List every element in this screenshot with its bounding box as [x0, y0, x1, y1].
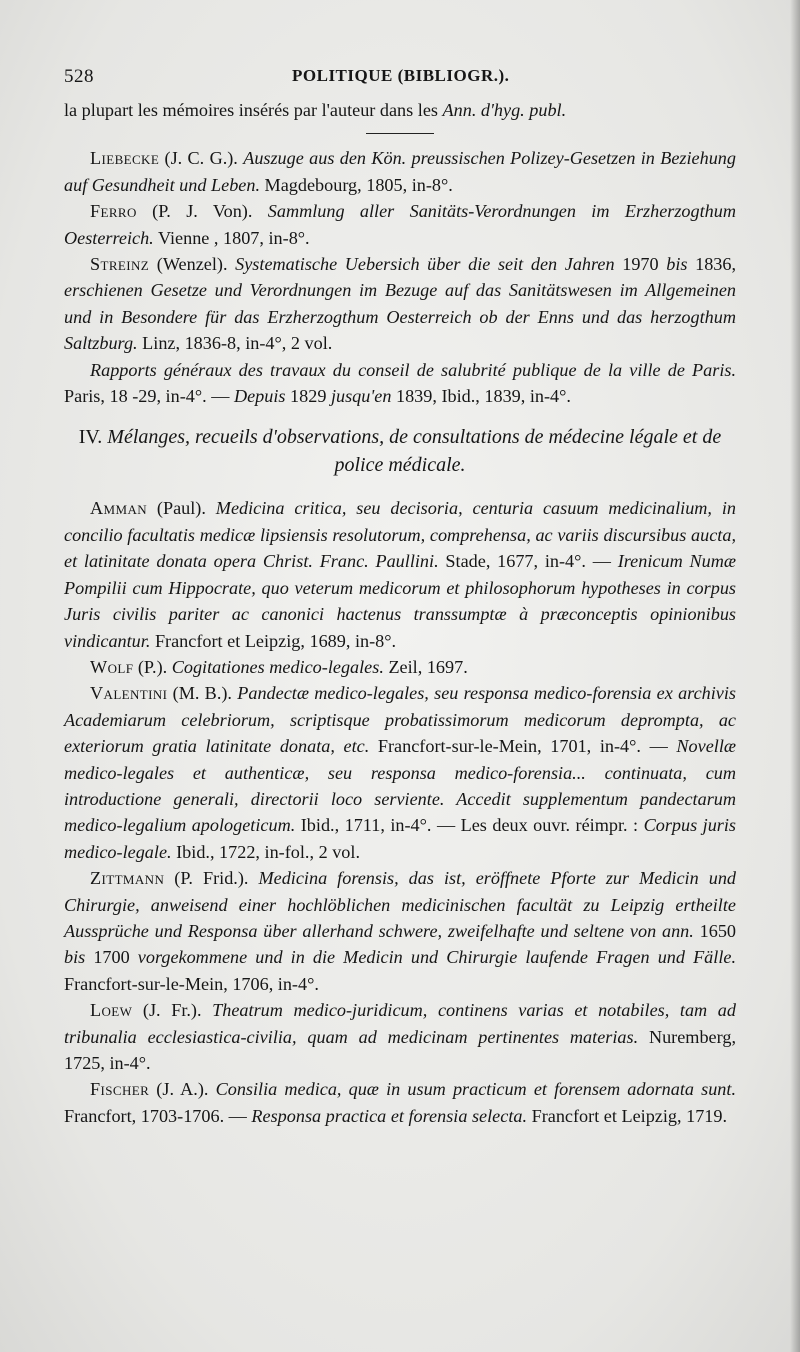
- running-title: POLITIQUE (BIBLIOGR.).: [292, 66, 510, 85]
- page-header: [64, 66, 744, 96]
- bibliography-list-collections: [64, 495, 736, 1129]
- entry-imprint: 1970: [614, 254, 667, 275]
- entry-author: Fischer: [90, 1079, 150, 1100]
- entry-author: Loew: [90, 1000, 133, 1021]
- entry-author-initials: (M. B.).: [167, 683, 238, 704]
- bibliography-entry: [64, 198, 736, 251]
- entry-author-initials: (P.).: [133, 656, 172, 677]
- entry-imprint: 1700: [85, 947, 138, 968]
- bibliography-entry: [64, 495, 736, 653]
- entry-title: vorgekommene und in die Medicin und Chirurgie laufende Fragen und Fälle.: [137, 947, 737, 968]
- entry-author: Liebecke: [90, 148, 160, 169]
- entry-title: Irenicum Numæ Pompilii cum Hippocrate, quo veterum medicorum et philosophorum hypotheses in corpus Juris civilis pariter ac canonici hactenus transsumptæ à præconceptis opinionibus vindicantur.: [64, 551, 736, 651]
- entry-title: Rapports généraux des travaux du conseil de salubrité publique de la ville de Paris.: [90, 359, 736, 380]
- entry-title: Cogitationes medico-legales.: [171, 656, 384, 677]
- entry-imprint: Stade, 1677, in-4°. —: [438, 551, 618, 572]
- entry-author: Wolf: [90, 656, 134, 677]
- entry-imprint: Francfort-sur-le-Mein, 1701, in-4°. —: [369, 736, 677, 757]
- entry-title: jusqu'en: [330, 386, 392, 407]
- entry-author: Streinz: [90, 254, 150, 275]
- entry-author-initials: (Wenzel).: [149, 254, 236, 275]
- entry-imprint: Francfort-sur-le-Mein, 1706, in-4°.: [64, 973, 319, 994]
- section-title: Mélanges, recueils d'observations, de consultations de médecine légale et de police médicale.: [107, 426, 722, 477]
- entry-imprint: 1650: [693, 920, 737, 941]
- bibliography-entry: [64, 997, 736, 1076]
- entry-title: Sammlung aller Sanitäts-Verordnungen im Erzherzogthum Oesterreich.: [64, 201, 736, 248]
- entry-author: Valentini: [90, 683, 168, 704]
- page-edge-shadow: [790, 0, 800, 1352]
- entry-author-initials: (J. A.).: [149, 1079, 216, 1100]
- entry-author: Ferro: [90, 201, 137, 222]
- entry-imprint: Zeil, 1697.: [383, 656, 468, 677]
- bibliography-entry: [64, 654, 736, 680]
- entry-title: Auszuge aus den Kön. preussischen Polizey-Gesetzen in Beziehung auf Gesundheit und Leben.: [64, 148, 736, 195]
- page-body: [64, 97, 736, 1129]
- entry-imprint: Nuremberg, 1725, in-4°.: [64, 1026, 736, 1073]
- entry-author-initials: (J. Fr.).: [132, 1000, 213, 1021]
- entry-title: Systematische Uebersich über die seit den Jahren: [235, 254, 615, 275]
- entry-author-initials: (P. J. Von).: [136, 201, 268, 222]
- page-number: 528: [64, 66, 94, 87]
- bibliography-entry: [64, 680, 736, 865]
- entry-title: Novellæ medico-legales et authenticæ, seu responsa medico-forensia... continuata, cum introductione generali, directorii loco serviente. Accedit supplementum pandectarum medico-legalium apologeticum.: [64, 736, 736, 836]
- entry-title: Corpus juris medico-legale.: [64, 815, 736, 862]
- entry-title: Pandectæ medico-legales, seu responsa medico-forensia ex archivis Academiarum celebriorum, scriptisque probatissimorum medicorum deprompta, ac exteriorum gratia latinitate donata, etc.: [64, 683, 736, 757]
- entry-imprint: Linz, 1836-8, in-4°, 2 vol.: [137, 333, 333, 354]
- entry-author-initials: (Paul).: [147, 498, 216, 519]
- entry-author-initials: (P. Frid.).: [164, 868, 259, 889]
- entry-title: Theatrum medico-juridicum, continens varias et notabiles, tam ad tribunalia ecclesiastica-civilia, quam ad medicinam pertinentes materias.: [64, 1000, 736, 1047]
- entry-author: Amman: [90, 498, 148, 519]
- entry-imprint: 1836,: [687, 254, 737, 275]
- separator-rule: [366, 133, 434, 134]
- entry-imprint: Magdebourg, 1805, in-8°.: [260, 174, 453, 195]
- entry-title: bis: [64, 947, 86, 968]
- entry-title: bis: [666, 254, 688, 275]
- entry-imprint: Paris, 18 -29, in-4°. —: [64, 386, 234, 407]
- entry-title: erschienen Gesetze und Verordnungen im Bezuge auf das Sanitätswesen im Allgemeinen und in Besondere für das Erzherzogthum Oesterreich ob der Enns und das herzogthum Saltzburg.: [64, 280, 736, 354]
- entry-imprint: Francfort, 1703-1706. —: [64, 1105, 252, 1126]
- entry-author-initials: (J. C. G.).: [159, 148, 244, 169]
- bibliography-entry: [64, 865, 736, 997]
- bibliography-entry: [64, 251, 736, 357]
- bibliography-entry: [64, 1076, 736, 1129]
- entry-imprint: Ibid., 1722, in-fol., 2 vol.: [171, 841, 360, 862]
- section-number: IV.: [78, 426, 103, 449]
- entry-imprint: 1839, Ibid., 1839, in-4°.: [391, 386, 571, 407]
- intro-line: la plupart les mémoires insérés par l'auteur dans les Ann. d'hyg. publ.: [64, 100, 567, 120]
- entry-title: Consilia medica, quæ in usum practicum et forensem adornata sunt.: [215, 1079, 736, 1100]
- entry-imprint: Francfort et Leipzig, 1689, in-8°.: [150, 630, 397, 651]
- entry-imprint: Francfort et Leipzig, 1719.: [527, 1105, 728, 1126]
- entry-title: Depuis: [233, 386, 286, 407]
- bibliography-list-laws: [64, 145, 736, 409]
- section-heading: [64, 423, 736, 479]
- entry-author: Zittmann: [90, 868, 165, 889]
- entry-imprint: Vienne , 1807, in-8°.: [153, 227, 310, 248]
- entry-imprint: Ibid., 1711, in-4°. — Les deux ouvr. réimpr. :: [295, 815, 644, 836]
- entry-title: Medicina critica, seu decisoria, centuria casuum medicinalium, in concilio facultatis medicæ lipsiensis resolutorum, comprehensa, ac variis discursibus aucta, et latinitate donata opera Christ. Franc. Paullini.: [64, 498, 737, 572]
- bibliography-entry: [64, 357, 736, 410]
- entry-title: Medicina forensis, das ist, eröffnete Pforte zur Medicin und Chirurgie, anweisend einer hochlöblichen medicinischen facultät zu Leipzig ertheilte Aussprüche und Responsa über allerhand schwere, zweifelhafte und seltene von ann.: [64, 868, 737, 941]
- bibliography-entry: [64, 145, 736, 198]
- entry-title: Responsa practica et forensia selecta.: [251, 1105, 528, 1126]
- entry-imprint: 1829: [285, 386, 331, 407]
